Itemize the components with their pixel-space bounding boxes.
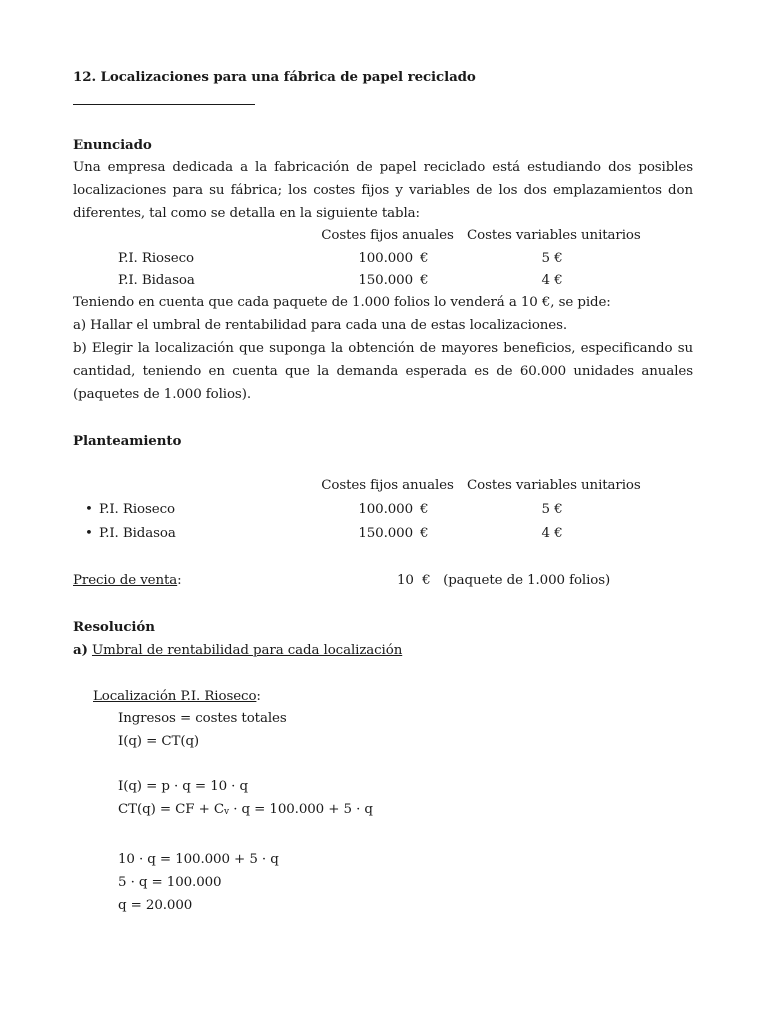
section-heading-resolucion: Resolución <box>73 619 155 635</box>
equation-line: 5 · q = 100.000 <box>118 875 222 890</box>
sale-price-unit: € <box>422 573 431 588</box>
sale-price-label <box>73 572 182 590</box>
section-heading-enunciado: Enunciado <box>73 137 152 153</box>
enunciado-item-a: a) Hallar el umbral de rentabilidad para cada una de estas localizaciones. <box>73 318 568 333</box>
enunciado-price-line: Teniendo en cuenta que cada paquete de 1.000 folios lo venderá a 10 €, se pide: <box>73 295 611 310</box>
table2-row-name: • P.I. Bidasoa <box>99 525 176 543</box>
sale-price-note: (paquete de 1.000 folios) <box>443 573 611 588</box>
sale-price-number: 10 <box>397 573 414 588</box>
location-title-text: Localización P.I. Rioseco <box>93 689 257 704</box>
table2-row-name: • P.I. Rioseco <box>99 501 175 519</box>
enunciado-item-b: b) Elegir la localización que suponga la obtención de mayores beneficios, especificando su cantidad, teniendo en cuenta que la demanda esperada es de 60.000 unidades anuales (paquetes de 1.000 folios). <box>73 341 693 402</box>
table1-row-fixed-unit: € <box>420 273 429 288</box>
resolucion-subheading-a <box>73 641 402 660</box>
sale-price-value <box>397 572 610 590</box>
table2-row-variable: 4 € <box>541 526 563 541</box>
table1-header-variable: Costes variables unitarios <box>467 228 641 243</box>
exercise-title-text: . Localizaciones para una fábrica de papel reciclado <box>91 69 476 85</box>
location-title <box>93 688 261 706</box>
table2-row-fixed-unit: € <box>420 502 429 517</box>
equation-part: CT(q) = CF + C <box>118 802 225 817</box>
table1-row-name: P.I. Bidasoa <box>118 273 195 288</box>
equation-part: · q = 100.000 + 5 · q <box>229 802 373 817</box>
equation-line: I(q) = CT(q) <box>118 734 200 749</box>
table2-row-variable: 5 € <box>541 502 563 517</box>
table1-row-fixed: 100.000 <box>358 251 413 266</box>
table2-header-variable: Costes variables unitarios <box>467 478 641 493</box>
table1-row-name: P.I. Rioseco <box>118 251 194 266</box>
equation-subscript: v <box>224 807 230 817</box>
table1-row-fixed-unit: € <box>420 251 429 266</box>
table1-row-variable: 5 € <box>541 251 563 266</box>
equation-line: Ingresos = costes totales <box>118 711 287 726</box>
title-rule <box>73 104 255 105</box>
equation-line: I(q) = p · q = 10 · q <box>118 779 248 794</box>
table2-row-fixed: 150.000 <box>358 526 413 541</box>
equation-line <box>118 801 373 821</box>
sale-price-label-text: Precio de venta <box>73 573 178 588</box>
enunciado-paragraph: Una empresa dedicada a la fabricación de papel reciclado está estudiando dos posibles localizaciones para su fábrica; los costes fijos y variables de los dos emplazamientos don diferentes, tal como se detalla en la siguiente tabla: <box>73 160 693 221</box>
table1-row-variable: 4 € <box>541 273 563 288</box>
table1-header-fixed: Costes fijos anuales <box>321 228 454 243</box>
location-title-colon: : <box>256 689 261 704</box>
section-heading-planteamiento: Planteamiento <box>73 433 182 449</box>
subheading-a-prefix: a) <box>73 642 88 658</box>
exercise-number: 12 <box>73 69 92 85</box>
exercise-title <box>73 68 476 87</box>
table2-row-fixed: 100.000 <box>358 502 413 517</box>
table1-row-fixed: 150.000 <box>358 273 413 288</box>
equation-line: q = 20.000 <box>118 898 193 913</box>
table2-row-fixed-unit: € <box>420 526 429 541</box>
table2-header-fixed: Costes fijos anuales <box>321 478 454 493</box>
equation-line: 10 · q = 100.000 + 5 · q <box>118 852 279 867</box>
subheading-a-title: Umbral de rentabilidad para cada localización <box>91 643 403 658</box>
sale-price-colon: : <box>177 573 182 588</box>
